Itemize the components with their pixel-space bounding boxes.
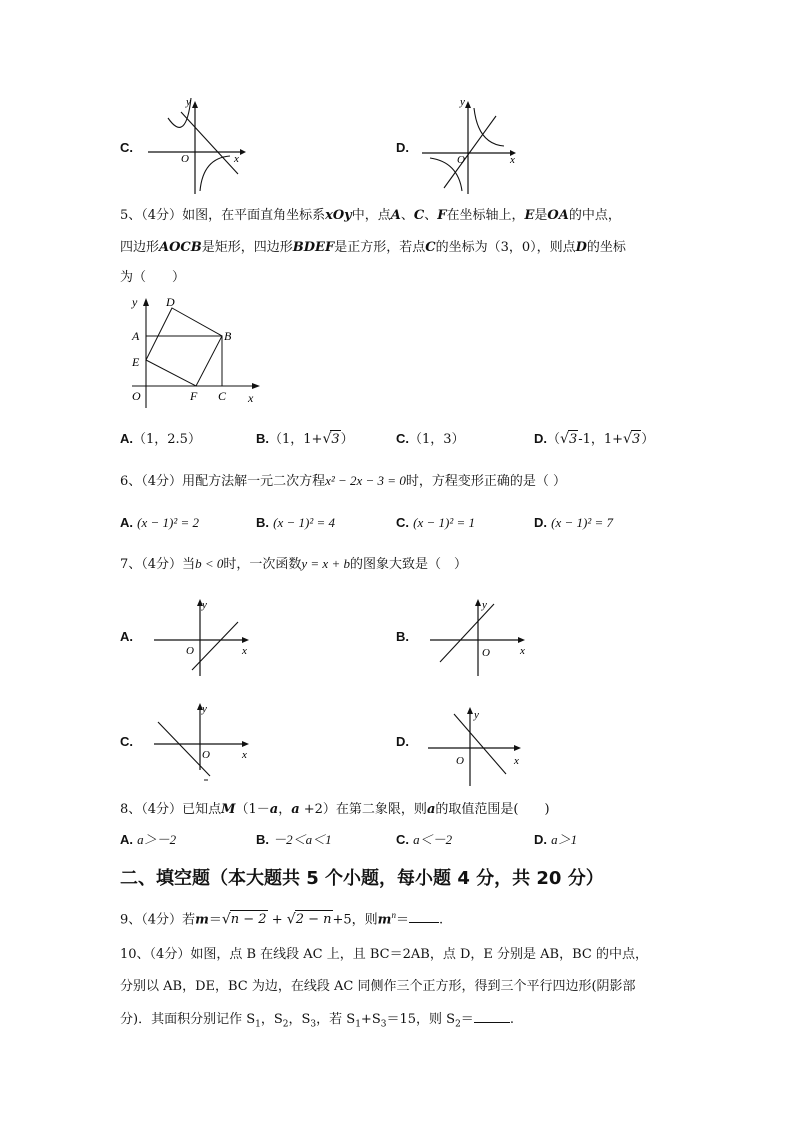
q6-option-b: B. (x − 1)² = 4 bbox=[256, 515, 336, 530]
q7-option-d-label: D. bbox=[396, 734, 409, 749]
q7c-y: y bbox=[202, 703, 207, 715]
q4-option-d-label: D. bbox=[396, 140, 409, 155]
q4d-origin-label: O bbox=[457, 154, 465, 166]
q8-option-a: A. a＞－2 bbox=[120, 832, 177, 847]
q7-number: 7、 bbox=[120, 557, 142, 572]
q7b-y: y bbox=[482, 599, 487, 611]
q9-stem: 9、（4分）若m＝√n − 2 + √2 − n+5，则$m^n=$ . bbox=[120, 910, 444, 928]
section-title-fill-in: 二、填空题（本大题共 5 个小题，每小题 4 分，共 20 分） bbox=[120, 868, 604, 889]
q4-option-d-graph bbox=[422, 96, 522, 196]
q8-number: 8、 bbox=[120, 802, 142, 817]
q7-option-c-graph bbox=[152, 700, 262, 782]
q9-score: （4分） bbox=[141, 912, 183, 928]
q7-option-b-label: B. bbox=[396, 629, 409, 644]
q4d-x-label: x bbox=[510, 154, 515, 166]
q5-figure bbox=[114, 292, 274, 410]
q7a-origin: O bbox=[186, 645, 194, 657]
q7-stem: 7、（4分）当b < 0时，一次函数y = x + b的图象大致是（ ） bbox=[120, 556, 467, 572]
q6-option-d: D. (x − 1)² = 7 bbox=[534, 515, 614, 530]
q5-fig-F: F bbox=[190, 389, 198, 403]
q7c-x: x bbox=[242, 749, 247, 761]
q7c-origin: O bbox=[202, 749, 210, 761]
q7b-origin: O bbox=[482, 647, 490, 659]
q8-option-c: C. a＜－2 bbox=[396, 832, 453, 847]
q9-number: 9、 bbox=[120, 912, 142, 928]
q8-option-b: B. －2＜a＜1 bbox=[256, 832, 332, 847]
q4-option-c-graph bbox=[148, 96, 248, 196]
q5-fig-B: B bbox=[224, 329, 232, 343]
q5-fig-D: D bbox=[166, 295, 175, 309]
q8-score: （4分） bbox=[141, 802, 183, 817]
q10-number: 10、 bbox=[120, 947, 150, 962]
q7-option-c-label: C. bbox=[120, 734, 133, 749]
q7-score: （4分） bbox=[141, 557, 183, 572]
q9-answer-blank[interactable] bbox=[409, 910, 439, 923]
q4c-x-label: x bbox=[234, 153, 239, 165]
q4d-y-label: y bbox=[460, 96, 465, 108]
q5-option-c: C.（1，3） bbox=[396, 431, 465, 447]
q5-score: （4分） bbox=[141, 208, 183, 223]
q6-option-c: C. (x − 1)² = 1 bbox=[396, 515, 476, 530]
q5-fig-E: E bbox=[132, 355, 140, 369]
q4c-origin-label: O bbox=[181, 153, 189, 165]
q5-fig-y: y bbox=[132, 295, 138, 309]
q5-line1: 5、（4分）如图，在平面直角坐标系xOy中，点A、C、F在坐标轴上，E是OA的中点， bbox=[120, 208, 621, 223]
q7d-x: x bbox=[514, 755, 519, 767]
q4c-y-label: y bbox=[186, 96, 191, 108]
q4-option-c-label: C. bbox=[120, 140, 133, 155]
q6-score: （4分） bbox=[141, 474, 183, 489]
q8-stem: 8、（4分）已知点M（1－a，a +2）在第二象限，则a的取值范围是( ) bbox=[120, 802, 550, 817]
q10-line3: 分)．其面积分别记作 $S_1$，$S_2$，$S_3$，若 $S_1+S_3=15$，则 $S_2=$ . bbox=[120, 1012, 514, 1030]
q5-number: 5、 bbox=[120, 208, 142, 223]
q5-fig-A: A bbox=[132, 329, 140, 343]
q7d-origin: O bbox=[456, 755, 464, 767]
q5-fig-x: x bbox=[248, 391, 254, 405]
q5-line3: 为（ ） bbox=[120, 270, 186, 285]
q5-line2: 四边形AOCB是矩形，四边形BDEF是正方形，若点C的坐标为（3，0），则点D的坐标 bbox=[120, 240, 626, 255]
q7-option-a-label: A. bbox=[120, 629, 133, 644]
q10-answer-blank[interactable] bbox=[474, 1010, 510, 1023]
q7b-x: x bbox=[520, 645, 525, 657]
q5-option-b: B.（1，1+√3） bbox=[256, 431, 354, 447]
q7a-x: x bbox=[242, 645, 247, 657]
q6-stem: 6、（4分）用配方法解一元二次方程x² − 2x − 3 = 0时，方程变形正确的是（ ） bbox=[120, 473, 566, 489]
q7a-y: y bbox=[202, 599, 207, 611]
q5-fig-O: O bbox=[132, 389, 141, 403]
q7-option-b-graph bbox=[428, 596, 538, 676]
q6-option-a: A. (x − 1)² = 2 bbox=[120, 515, 200, 530]
q5-fig-C: C bbox=[218, 389, 227, 403]
q10-line2: 分别以 AB，DE，BC 为边，在线段 AC 同侧作三个正方形，得到三个平行四边形(阴影部 bbox=[120, 979, 636, 994]
q6-number: 6、 bbox=[120, 474, 142, 489]
q7-option-a-graph bbox=[152, 596, 262, 676]
q7-option-d-graph bbox=[426, 704, 530, 788]
q7d-y: y bbox=[474, 709, 479, 721]
q5-option-d: D.（√3-1，1+√3） bbox=[534, 431, 655, 447]
q10-score: （4分） bbox=[149, 947, 191, 962]
q5-option-a: A.（1，2.5） bbox=[120, 431, 201, 447]
q10-line1: 10、（4分）如图，点 B 在线段 AC 上，且 BC＝2AB，点 D，E 分别是 AB，BC 的中点， bbox=[120, 947, 648, 962]
q8-option-d: D. a＞1 bbox=[534, 832, 578, 847]
